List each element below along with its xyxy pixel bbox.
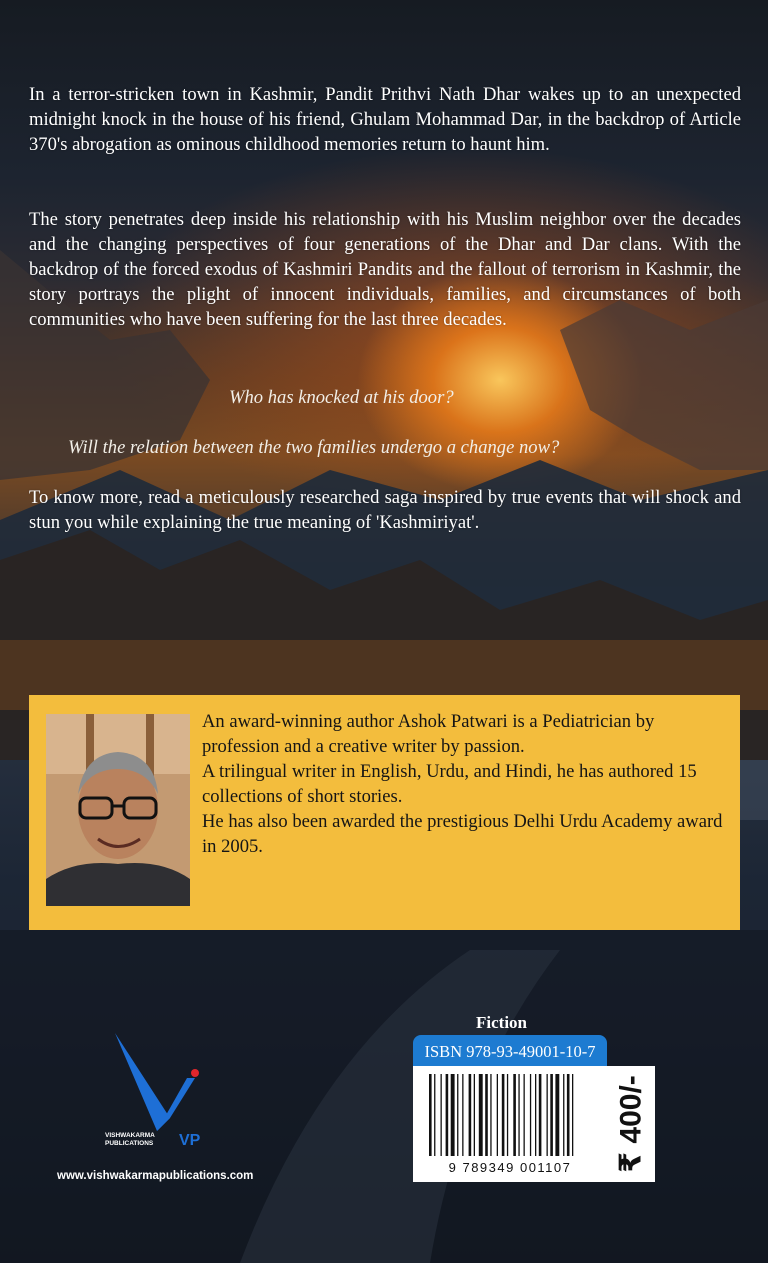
blurb-question-1: Who has knocked at his door? bbox=[229, 387, 454, 408]
author-bio-text bbox=[202, 709, 727, 859]
isbn-digits: 9 789349 001107 bbox=[448, 1160, 572, 1175]
author-bio-box bbox=[29, 695, 740, 930]
genre-label: Fiction bbox=[476, 1013, 527, 1032]
barcode bbox=[413, 1066, 607, 1182]
blurb-question-2: Will the relation between the two families undergo a change now? bbox=[68, 437, 560, 458]
author-bio-line-2: A trilingual writer in English, Urdu, and Hindi, he has authored 15 collections of short stories. bbox=[202, 761, 697, 807]
author-photo bbox=[46, 714, 190, 906]
blurb-paragraph-2: The story penetrates deep inside his relationship with his Muslim neighbor over the decades and the changing perspectives of four generations of the Dhar and Dar clans. With the backdrop of the forced exodus of Kashmiri Pandits and the fallout of terrorism in Kashmir, the story portrays the plight of innocent individuals, families, and circumstances of both communities who have been suffering for the last three decades. bbox=[29, 209, 741, 330]
publisher-name-line-1: VISHWAKARMA bbox=[105, 1132, 155, 1139]
author-bio-line-3: He has also been awarded the prestigious Delhi Urdu Academy award in 2005. bbox=[202, 811, 723, 857]
publisher-name-line-2: PUBLICATIONS bbox=[105, 1140, 154, 1147]
author-bio-line-1: An award-winning author Ashok Patwari is a Pediatrician by profession and a creative writer by passion. bbox=[202, 711, 655, 757]
publisher-logo bbox=[95, 1033, 225, 1148]
publisher-website: www.vishwakarmapublications.com bbox=[57, 1170, 254, 1182]
blurb-paragraph-1: In a terror-stricken town in Kashmir, Pandit Prithvi Nath Dhar wakes up to an unexpected midnight knock in the house of his friend, Ghulam Mohammad Dar, in the backdrop of Article 370's abrogation as ominous childhood memories return to haunt him. bbox=[29, 84, 741, 155]
blurb-paragraph-3: To know more, read a meticulously researched saga inspired by true events that will shock and stun you while explaining the true meaning of 'Kashmiriyat'. bbox=[29, 487, 741, 533]
isbn-label: ISBN 978-93-49001-10-7 bbox=[413, 1035, 607, 1069]
price-label: ₹ 400/- bbox=[614, 1075, 648, 1173]
publisher-mark: VP bbox=[179, 1132, 201, 1148]
